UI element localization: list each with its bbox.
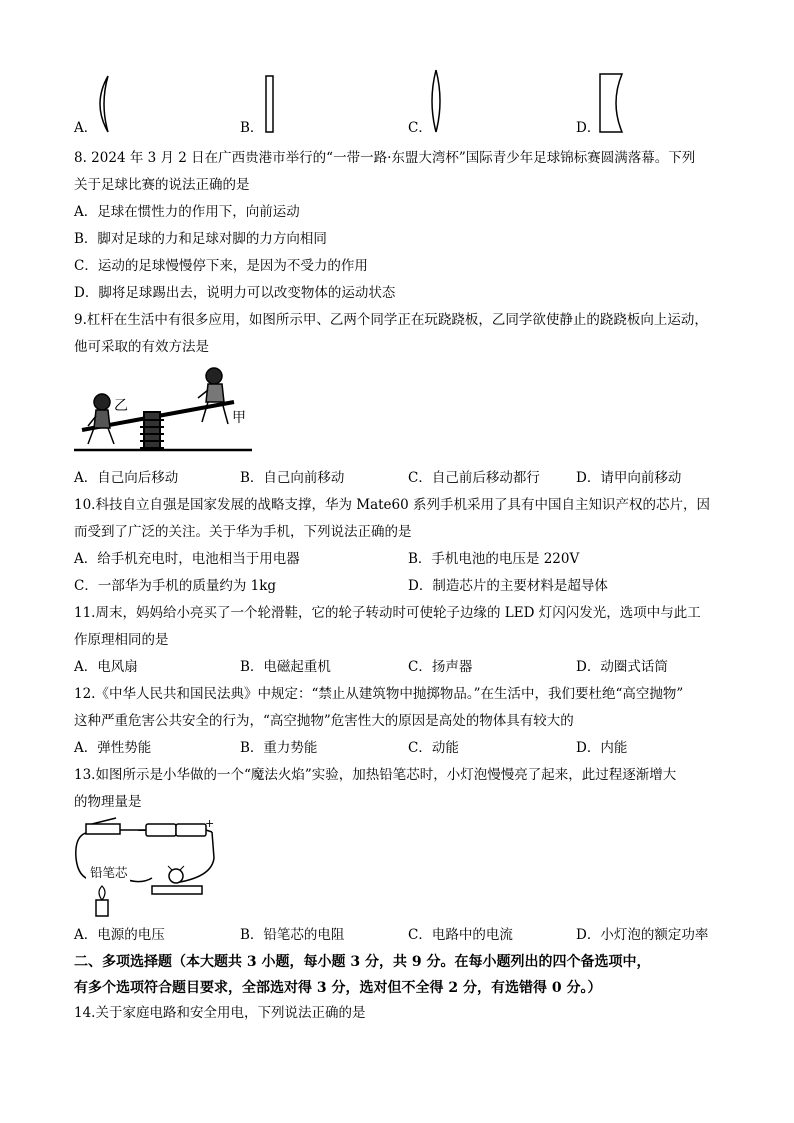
q11-option-b[interactable]: B．电磁起重机 — [240, 659, 331, 675]
q7-option-c-label[interactable]: C． — [408, 120, 432, 136]
q13-option-b[interactable]: B．铅笔芯的电阻 — [240, 927, 345, 943]
q8-option-c[interactable]: C．运动的足球慢慢停下来，是因为不受力的作用 — [74, 258, 368, 274]
q9-stem-line2: 他可采取的有效方法是 — [74, 339, 209, 355]
q14-stem-line1: 14.关于家庭电路和安全用电，下列说法正确的是 — [74, 1005, 366, 1021]
q11-stem-line2: 作原理相同的是 — [74, 632, 169, 648]
q9-label-yi: 乙 — [114, 398, 128, 414]
q9-option-d[interactable]: D．请甲向前移动 — [576, 470, 682, 486]
q9-label-jia: 甲 — [232, 410, 246, 426]
q7-option-a-label[interactable]: A． — [74, 120, 98, 136]
q13-stem-line1: 13.如图所示是小华做的一个“魔法火焰”实验，加热铅笔芯时，小灯泡慢慢亮了起来，此过程逐渐增大 — [74, 767, 677, 783]
q9-option-a[interactable]: A．自己向后移动 — [74, 470, 179, 486]
q11-option-d[interactable]: D．动圈式话筒 — [576, 659, 668, 675]
q8-option-a[interactable]: A．足球在惯性力的作用下，向前运动 — [74, 204, 300, 220]
q13-option-c[interactable]: C．电路中的电流 — [408, 927, 513, 943]
q8-option-b[interactable]: B．脚对足球的力和足球对脚的力方向相同 — [74, 231, 327, 247]
q12-option-a[interactable]: A．弹性势能 — [74, 740, 152, 756]
q7-option-d-label[interactable]: D． — [576, 120, 601, 136]
q12-stem-line2: 这种严重危害公共安全的行为，“高空抛物”危害性大的原因是高处的物体具有较大的 — [74, 713, 574, 729]
q11-stem-line1: 11.周末，妈妈给小亮买了一个轮滑鞋，它的轮子转动时可使轮子边缘的 LED 灯闪闪发光，选项中与此工 — [74, 605, 701, 621]
q13-label-minus: − — [137, 824, 147, 837]
q9-stem-line1: 9.杠杆在生活中有很多应用，如图所示甲、乙两个同学正在玩跷跷板，乙同学欲使静止的跷跷板向上运动， — [74, 312, 708, 328]
convex-lens-icon — [428, 68, 444, 134]
section2-heading-line1: 二、多项选择题（本大题共 3 小题，每小题 3 分，共 9 分。在每小题列出的四个备选项中， — [74, 954, 651, 970]
q12-stem-line1: 12.《中华人民共和国民法典》中规定：“禁止从建筑物中抛掷物品。”在生活中，我们要杜绝“高空抛物” — [74, 686, 684, 702]
q9-option-c[interactable]: C．自己前后移动都行 — [408, 470, 540, 486]
q13-option-d[interactable]: D．小灯泡的额定功率 — [576, 927, 709, 943]
q8-stem-line1: 8. 2024 年 3 月 2 日在广西贵港市举行的“一带一路·东盟大湾杯”国际青少年足球锦标赛圆满落幕。下列 — [74, 150, 696, 166]
q12-option-c[interactable]: C．动能 — [408, 740, 459, 756]
q10-option-b[interactable]: B．手机电池的电压是 220V — [408, 551, 580, 567]
concave-lens-icon — [598, 72, 626, 134]
q12-option-d[interactable]: D．内能 — [576, 740, 628, 756]
section2-heading-line2: 有多个选项符合题目要求，全部选对得 3 分，选对但不全得 2 分，有选错得 0 分。） — [74, 980, 602, 996]
q11-option-a[interactable]: A．电风扇 — [74, 659, 138, 675]
q12-option-b[interactable]: B．重力势能 — [240, 740, 318, 756]
q8-stem-line2: 关于足球比赛的说法正确的是 — [74, 177, 250, 193]
q11-option-c[interactable]: C．扬声器 — [408, 659, 473, 675]
q10-option-d[interactable]: D．制造芯片的主要材料是超导体 — [408, 578, 608, 594]
concave-convex-lens-icon — [94, 74, 118, 134]
q10-stem-line1: 10.科技自立自强是国家发展的战略支撑，华为 Mate60 系列手机采用了具有中国自主知识产权的芯片，因 — [74, 497, 711, 513]
q7-option-b-label[interactable]: B． — [240, 120, 264, 136]
q10-stem-line2: 而受到了广泛的关注。关于华为手机，下列说法正确的是 — [74, 524, 412, 540]
q10-option-c[interactable]: C．一部华为手机的质量约为 1kg — [74, 578, 277, 594]
flat-plate-icon — [264, 74, 276, 134]
q13-stem-line2: 的物理量是 — [74, 794, 142, 810]
q13-option-a[interactable]: A．电源的电压 — [74, 927, 165, 943]
q10-option-a[interactable]: A．给手机充电时，电池相当于用电器 — [74, 551, 300, 567]
seesaw-figure — [74, 364, 254, 456]
q13-label-pencil: 铅笔芯 — [90, 865, 128, 880]
q13-label-plus: + — [205, 817, 215, 830]
q8-option-d[interactable]: D．脚将足球踢出去，说明力可以改变物体的运动状态 — [74, 285, 396, 301]
q9-option-b[interactable]: B．自己向前移动 — [240, 470, 345, 486]
